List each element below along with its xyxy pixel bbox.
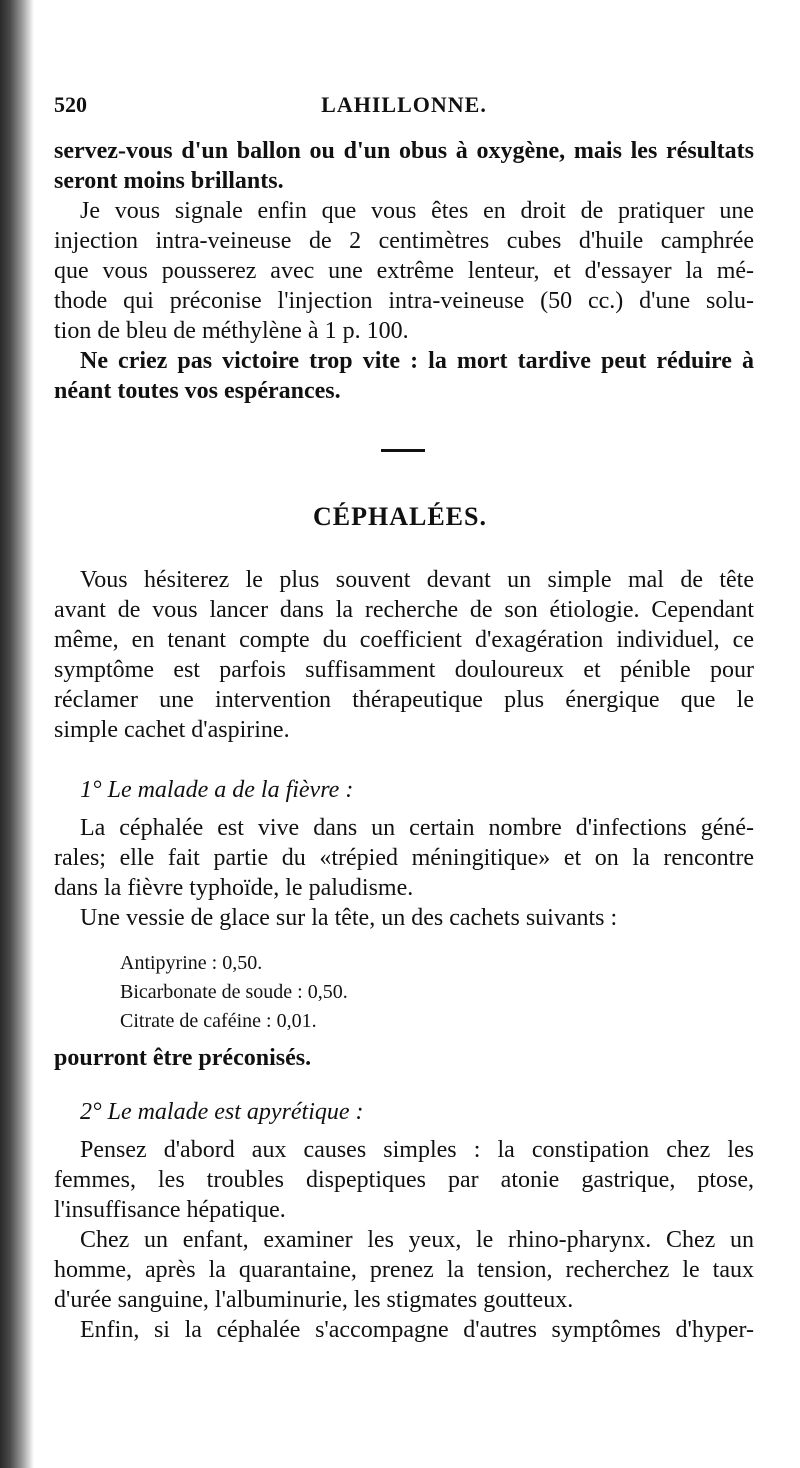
case-1-closing: [54, 1043, 754, 1073]
text-line: avant de vous lancer dans la recherche de son étiologie. Cependant: [54, 597, 754, 623]
prescription-item: Bicarbonate de soude : 0,50.: [120, 981, 348, 1003]
text-line: Chez un enfant, examiner les yeux, le rhino-pharynx. Chez un: [80, 1227, 754, 1253]
case-2: [54, 1097, 754, 1127]
section-divider: [381, 449, 425, 452]
prescription-list: [54, 949, 754, 1036]
text-line: simple cachet d'aspirine.: [54, 717, 290, 743]
text-line: tion de bleu de méthylène à 1 p. 100.: [54, 318, 409, 344]
prescription-item: Citrate de caféine : 0,01.: [120, 1010, 317, 1032]
text-line: même, en tenant compte du coefficient d'exagération individuel, ce: [54, 627, 754, 653]
text-line: Une vessie de glace sur la tête, un des cachets suivants :: [80, 905, 618, 931]
page-binding-shadow: [0, 0, 34, 1468]
text-line: dans la fièvre typhoïde, le paludisme.: [54, 875, 414, 901]
text-line: réclamer une intervention thérapeutique plus énergique que le: [54, 687, 754, 713]
text-line: Enfin, si la céphalée s'accompagne d'autres symptômes d'hyper-: [80, 1317, 754, 1343]
intro-text: [54, 136, 754, 406]
subheading: 2° Le malade est apyrétique :: [80, 1099, 364, 1125]
text-line: Je vous signale enfin que vous êtes en droit de pratiquer une: [80, 198, 754, 224]
case-1-text: [54, 813, 754, 933]
text-line: homme, après la quarantaine, prenez la tension, recherchez le taux: [54, 1257, 754, 1283]
text-line: l'insuffisance hépatique.: [54, 1197, 286, 1223]
text-line: femmes, les troubles dispeptiques par atonie gastrique, ptose,: [54, 1167, 754, 1193]
text-line: que vous pousserez avec une extrême lenteur, et d'essayer la mé-: [54, 258, 754, 284]
page-number: 520: [54, 92, 87, 117]
text-line: rales; elle fait partie du «trépied méningitique» et on la rencontre: [54, 845, 754, 871]
subheading: 1° Le malade a de la fièvre :: [80, 777, 354, 803]
case-2-text: [54, 1135, 754, 1345]
text-line: injection intra-veineuse de 2 centimètres cubes d'huile camphrée: [54, 228, 754, 254]
text-line: Vous hésiterez le plus souvent devant un simple mal de tête: [80, 567, 754, 593]
text-line: néant toutes vos espérances.: [54, 378, 341, 404]
text-line: d'urée sanguine, l'albuminurie, les stigmates goutteux.: [54, 1287, 574, 1313]
running-head: LAHILLONNE.: [321, 92, 487, 117]
section-intro: [54, 565, 754, 745]
text-line: seront moins brillants.: [54, 168, 284, 194]
text-line: pourront être préconisés.: [54, 1045, 312, 1071]
text-line: La céphalée est vive dans un certain nombre d'infections géné-: [80, 815, 754, 841]
prescription-item: Antipyrine : 0,50.: [120, 952, 263, 974]
text-line: Ne criez pas victoire trop vite : la mort tardive peut réduire à: [80, 348, 754, 374]
section-title: CÉPHALÉES.: [313, 502, 487, 531]
text-line: Pensez d'abord aux causes simples : la constipation chez les: [80, 1137, 754, 1163]
page-header: [54, 92, 754, 122]
text-line: thode qui préconise l'injection intra-veineuse (50 cc.) d'une solu-: [54, 288, 754, 314]
case-1: [54, 775, 754, 805]
text-line: servez-vous d'un ballon ou d'un obus à oxygène, mais les résultats: [54, 138, 754, 164]
text-line: symptôme est parfois suffisamment douloureux et pénible pour: [54, 657, 754, 683]
